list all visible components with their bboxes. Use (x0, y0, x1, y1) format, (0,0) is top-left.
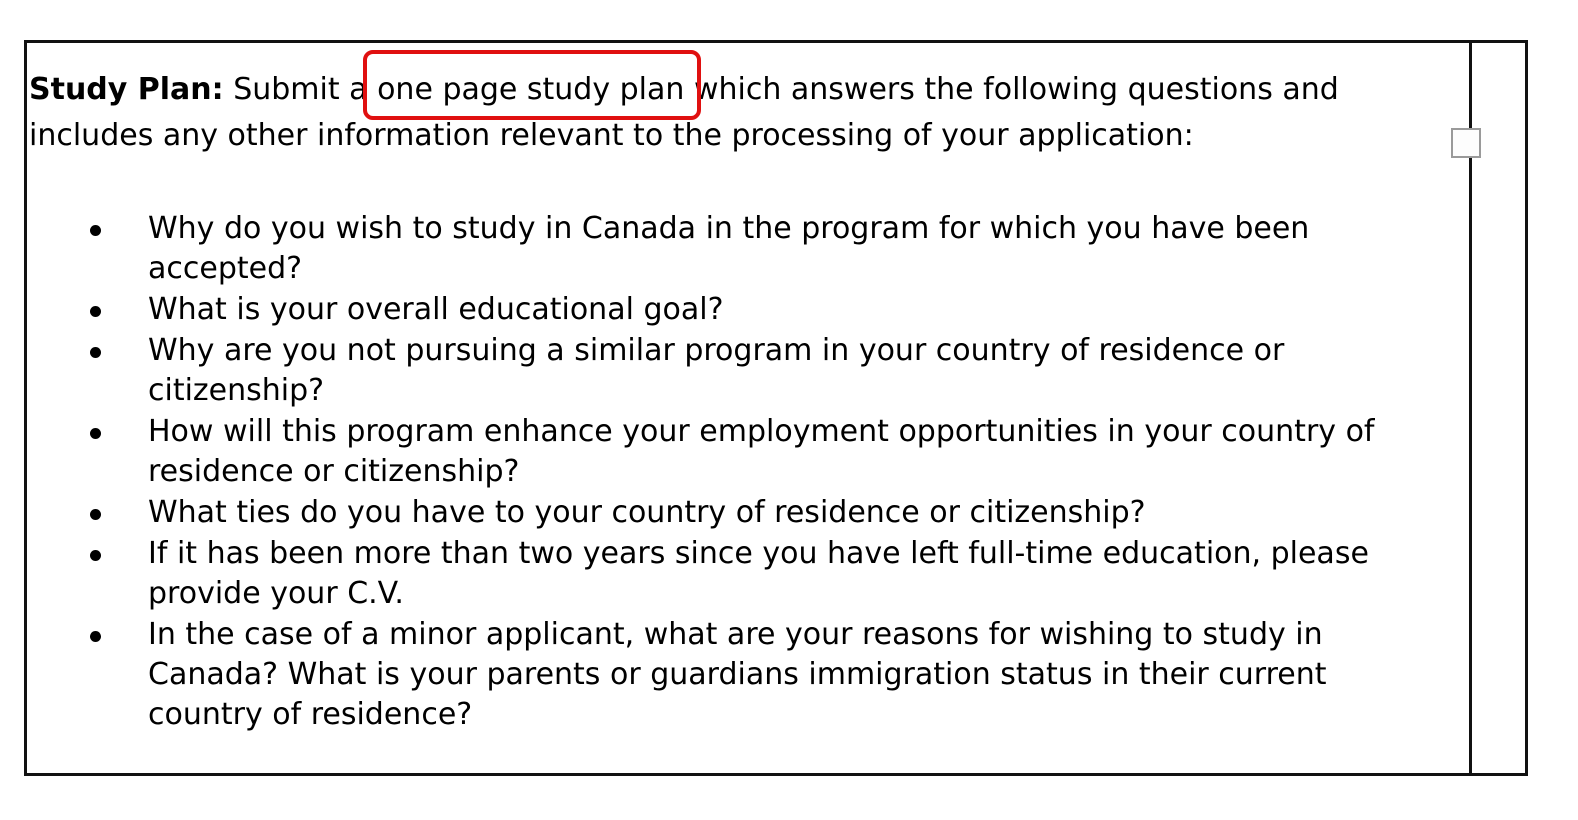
list-item (27, 412, 1447, 492)
question-text: In the case of a minor applicant, what are your reasons for wishing to study in Canada? What is your parents or guardians immigration status in their current country of residence? (148, 617, 1327, 732)
list-item (27, 493, 1447, 533)
list-item (27, 615, 1447, 735)
questions-list (27, 209, 1447, 736)
bullet-icon (90, 428, 101, 439)
study-plan-table (24, 40, 1528, 776)
question-text: Why do you wish to study in Canada in the program for which you have been accepted? (148, 211, 1310, 286)
question-text: If it has been more than two years since you have left full-time education, please provide your C.V. (148, 536, 1369, 611)
intro-text-before: Submit a (223, 72, 378, 107)
question-text: What is your overall educational goal? (148, 292, 724, 327)
bullet-icon (90, 550, 101, 561)
bullet-icon (90, 631, 101, 642)
highlighted-phrase-text: one page study plan (377, 72, 685, 107)
bullet-icon (90, 306, 101, 317)
question-text: How will this program enhance your employment opportunities in your country of residence or citizenship? (148, 414, 1375, 489)
study-plan-intro (29, 67, 1459, 159)
highlight-annotation-box (363, 50, 701, 120)
list-item (27, 331, 1447, 411)
bullet-icon (90, 347, 101, 358)
bullet-icon (90, 509, 101, 520)
intro-text-after: which answers the following questions and includes any other information relevant to the processing of your application: (29, 72, 1339, 153)
question-text: What ties do you have to your country of residence or citizenship? (148, 495, 1146, 530)
document-checkbox[interactable] (1451, 128, 1481, 158)
study-plan-label: Study Plan: (29, 72, 224, 107)
highlighted-phrase (377, 67, 684, 113)
list-item (27, 534, 1447, 614)
list-item (27, 209, 1447, 289)
question-text: Why are you not pursuing a similar program in your country of residence or citizenship? (148, 333, 1285, 408)
bullet-icon (90, 225, 101, 236)
list-item (27, 290, 1447, 330)
